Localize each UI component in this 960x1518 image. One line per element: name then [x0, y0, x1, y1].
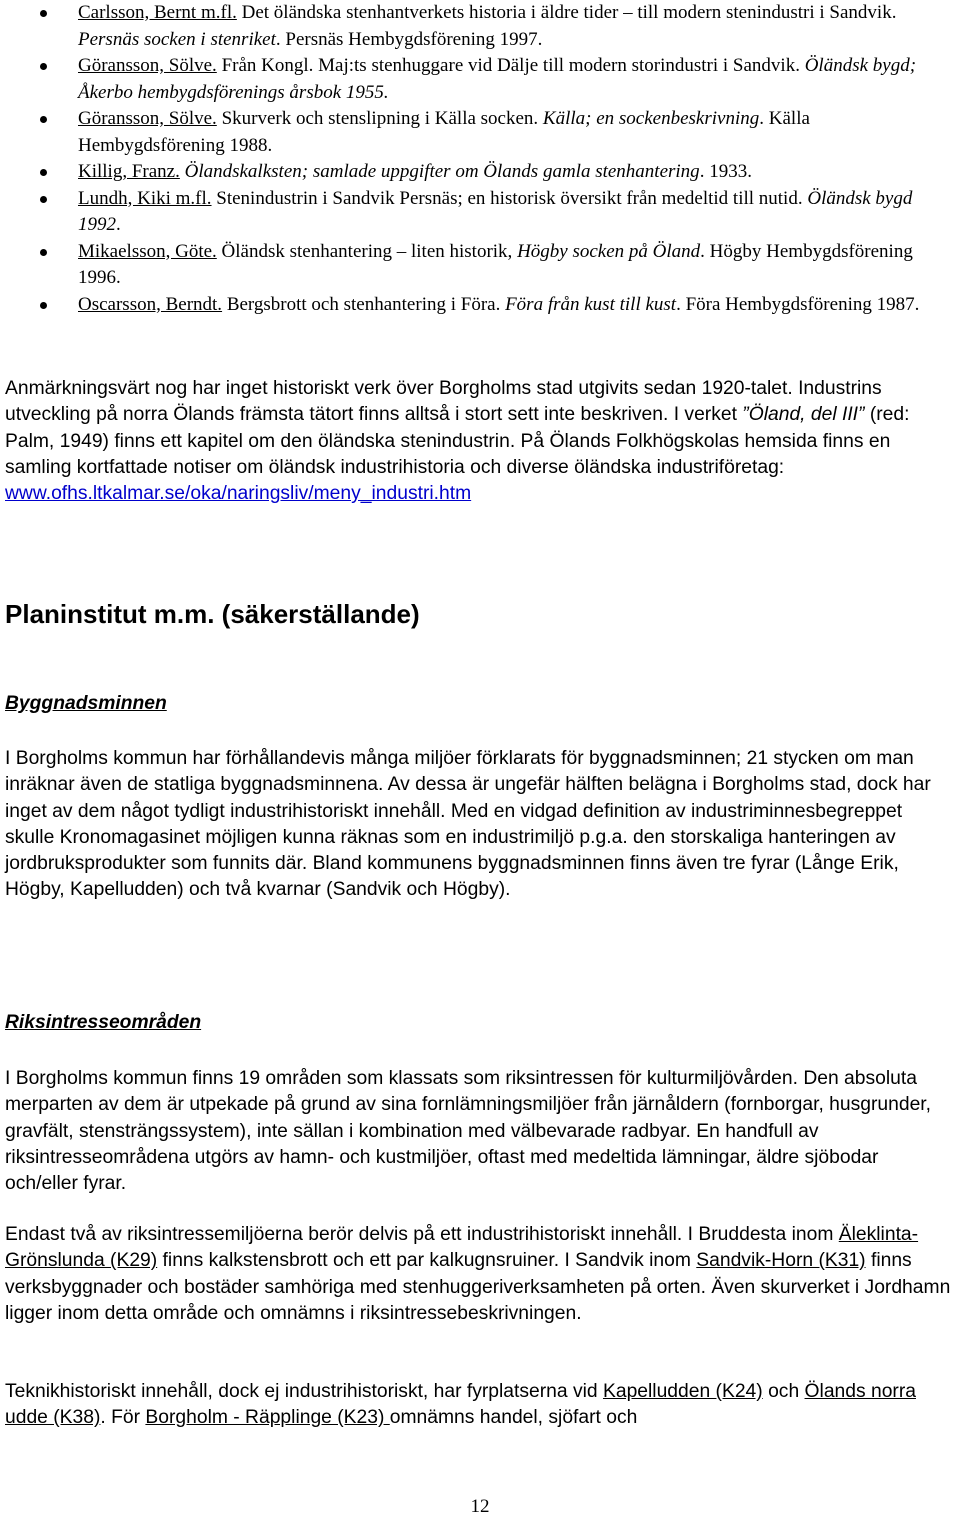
paragraph-text: Teknikhistoriskt innehåll, dock ej industrihistoriskt, har fyrplatserna vid	[5, 1381, 603, 1402]
reference-title: Bergsbrott och stenhantering i Föra.	[222, 293, 506, 315]
reference-publisher: . Föra Hembygdsförening 1987.	[676, 293, 920, 315]
bullet-icon	[40, 302, 47, 309]
paragraph-text: . För	[100, 1407, 146, 1429]
section-heading: Planinstitut m.m. (säkerställande)	[5, 599, 420, 629]
note-paragraph	[5, 376, 955, 507]
reference-author: Oscarsson, Berndt.	[78, 293, 223, 315]
reference-author: Mikaelsson, Göte.	[78, 240, 217, 262]
area-link-k24[interactable]: Kapelludden (K24)	[602, 1381, 763, 1402]
reference-item	[78, 292, 948, 319]
reference-source: Öländsk bygd 1992	[78, 187, 913, 235]
folkhogskola-link[interactable]: www.ofhs.ltkalmar.se/oka/naringsliv/meny_industri.htm	[5, 483, 472, 505]
riksintresse-paragraph-1: I Borgholms kommun finns 19 områden som klassats som riksintressen för kulturmiljövården. Den absoluta merparten av dem är utpekade på grund av sina fornlämningsmiljöer från järnåldern (fornborgar, husgrunder, gravfält, stensträngssystem), inte sällan i kombination med välbevarade radbyar. En handfull av riksintresseområdena utgörs av hamn- och kustmiljöer, oftast med medeltida lämningar, äldre sjöbodar och/eller fyrar.	[5, 1068, 932, 1195]
paragraph-text: finns kalkstensbrott och ett par kalkugnsruiner. I Sandvik inom	[157, 1250, 697, 1272]
paragraph-text: och	[762, 1381, 805, 1402]
reference-title: Öländsk stenhantering – liten historik,	[216, 240, 518, 262]
area-link-k23[interactable]: Borgholm - Räpplinge (K23)	[145, 1407, 390, 1429]
reference-source: Källa; en sockenbeskrivning	[542, 108, 760, 129]
riksintresse-paragraph-3	[5, 1379, 955, 1432]
bullet-icon	[40, 116, 47, 123]
riksintresse-paragraph-2	[5, 1222, 955, 1327]
reference-item	[78, 186, 948, 239]
reference-author: Göransson, Sölve.	[78, 55, 217, 76]
riksintresse-heading: Riksintresseområden	[5, 1012, 202, 1033]
reference-item	[78, 106, 948, 159]
reference-source: Ölandskalksten; samlade uppgifter om Ölands gamla stenhantering	[184, 161, 700, 182]
reference-publisher: . Högby Hembygdsförening 1996.	[78, 240, 913, 288]
bullet-icon	[40, 169, 47, 176]
area-link-k31[interactable]: Sandvik-Horn (K31)	[696, 1250, 866, 1272]
reference-item	[78, 53, 948, 106]
area-link-k29[interactable]: Äleklinta-Grönslunda (K29)	[5, 1224, 919, 1272]
bullet-icon	[40, 196, 47, 203]
note-text: Anmärkningsvärt nog har inget historiskt verk över Borgholms stad utgivits sedan 1920-talet. Industrins utveckling på norra Ölands främsta tätort finns alltså i stort sett inte beskriven. I verket	[5, 378, 882, 426]
reference-item	[78, 159, 948, 186]
reference-title: Från Kongl. Maj:ts stenhuggare vid Dälje till modern storindustri i Sandvik.	[216, 55, 805, 76]
reference-title: Det öländska stenhantverkets historia i äldre tider – till modern stenindustri i Sandvik.	[236, 2, 897, 23]
reference-author: Lundh, Kiki m.fl.	[78, 187, 212, 209]
reference-publisher: . Källa Hembygdsförening 1988.	[78, 108, 810, 156]
bullet-icon	[40, 249, 47, 256]
reference-source: Persnäs socken i stenriket	[78, 28, 276, 50]
reference-source: Högby socken på Öland	[517, 240, 701, 262]
reference-author: Carlsson, Bernt m.fl.	[78, 2, 237, 23]
reference-publisher: . Persnäs Hembygdsförening 1997.	[275, 28, 543, 50]
reference-publisher: .	[116, 214, 121, 235]
bullet-icon	[40, 10, 47, 17]
reference-publisher: . 1933.	[699, 161, 752, 182]
paragraph-text: omnämns handel, sjöfart och	[389, 1407, 638, 1429]
reference-author: Killig, Franz.	[78, 161, 180, 182]
bullet-icon	[40, 63, 47, 70]
reference-author: Göransson, Sölve.	[78, 108, 217, 129]
reference-list	[78, 0, 948, 318]
page-number: 12	[470, 1496, 490, 1517]
paragraph-text: Endast två av riksintressemiljöerna berör delvis på ett industrihistoriskt innehåll. I Bruddesta inom	[5, 1224, 839, 1245]
reference-title: Stenindustrin i Sandvik Persnäs; en historisk översikt från medeltid till nutid.	[211, 187, 808, 209]
reference-source: Öländsk bygd; Åkerbo hembygdsförenings årsbok 1955.	[78, 55, 917, 103]
area-link-k38[interactable]: Ölands norra udde (K38)	[5, 1381, 916, 1429]
byggnadsminnen-paragraph: I Borgholms kommun har förhållandevis många miljöer förklarats för byggnadsminnen; 21 stycken om man inräknar även de statliga byggnadsminnena. Av dessa är ungefär hälften belägna i Borgholms stad, dock har inget av dem något tydligt industrihistoriskt innehåll. Med en vidgad definition av industriminnesbegreppet skulle Kronomagasinet möjligen kunna räknas som en industrimiljö p.g.a. den storskaliga hanteringen av jordbruksprodukter som funnits där. Bland kommunens byggnadsminnen finns även tre fyrar (Långe Erik, Högby, Kapelludden) och två kvarnar (Sandvik och Högby).	[5, 748, 931, 901]
reference-source: Föra från kust till kust	[505, 293, 677, 315]
reference-item	[78, 239, 948, 292]
byggnadsminnen-heading: Byggnadsminnen	[5, 693, 167, 714]
paragraph-text: finns verksbyggnader och bostäder samhöriga med stenhuggeriverksamheten på orten. Även skurverket i Jordhamn ligger inom detta område och omnämns i riksintressebeskrivningen.	[5, 1250, 951, 1324]
note-text-continued: (red: Palm, 1949) finns ett kapitel om den öländska stenindustrin. På Ölands Folkhögskolas hemsida finns en samling kortfattade notiser om öländsk industrihistoria och diverse öländska industriföretag:	[5, 404, 910, 478]
reference-title: Skurverk och stenslipning i Källa socken.	[216, 108, 543, 129]
note-book-title: ”Öland, del III”	[742, 404, 865, 426]
reference-item	[78, 0, 948, 53]
